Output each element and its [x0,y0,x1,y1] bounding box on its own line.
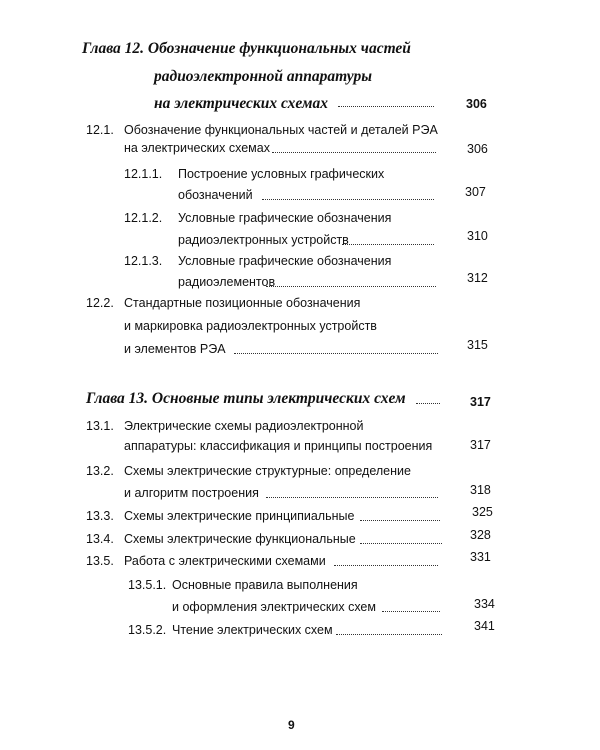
entry-12-1-3-line-1: Условные графические обозначения [178,254,392,268]
entry-12-2-page: 315 [467,338,488,352]
entry-13-1-line-2: аппаратуры: классификация и принципы построения [124,439,433,453]
entry-13-4-line-1: Схемы электрические функциональные [124,532,356,546]
entry-13-5-1-page: 334 [474,597,495,611]
entry-13-5-number: 13.5. [86,554,114,568]
entry-12-2-line-3: и элементов РЭА [124,342,226,356]
entry-12-1-3-page: 312 [467,271,488,285]
dot-leader [334,565,438,566]
entry-13-5-2-page: 341 [474,619,495,633]
entry-12-2-line-2: и маркировка радиоэлектронных устройств [124,319,377,333]
dot-leader [262,199,434,200]
entry-13-5-1-line-1: Основные правила выполнения [172,578,358,592]
dot-leader [382,611,440,612]
dot-leader [272,152,436,153]
dot-leader [266,497,438,498]
entry-13-4-number: 13.4. [86,532,114,546]
entry-13-1-line-1: Электрические схемы радиоэлектронной [124,419,364,433]
entry-13-5-2-number: 13.5.2. [128,623,167,637]
entry-12-1-2-line-2: радиоэлектронных устройств [178,233,349,247]
dot-leader [360,543,442,544]
entry-13-2-line-2: и алгоритм построения [124,486,259,500]
dot-leader [234,353,438,354]
entry-12-1-1-line-1: Построение условных графических [178,167,385,181]
entry-13-2-number: 13.2. [86,464,114,478]
entry-13-5-page: 331 [470,550,491,564]
entry-13-5-2-line-1: Чтение электрических схем [172,623,333,637]
entry-12-1-1-page: 307 [465,185,486,199]
dot-leader [342,244,434,245]
entry-13-1-page: 317 [470,438,491,452]
entry-13-3-number: 13.3. [86,509,114,523]
entry-12-1-line-2: на электрических схемах [124,141,270,155]
page-number: 9 [288,718,295,732]
dot-leader [336,634,442,635]
entry-12-1-2-number: 12.1.2. [124,211,163,225]
entry-12-2-number: 12.2. [86,296,114,310]
entry-12-1-3-number: 12.1.3. [124,254,163,268]
dot-leader [360,520,440,521]
chapter-12-title-line-2: радиоэлектронной аппаратуры [154,68,372,85]
entry-12-1-page: 306 [467,142,488,156]
entry-12-1-2-line-1: Условные графические обозначения [178,211,392,225]
entry-13-1-number: 13.1. [86,419,114,433]
entry-13-5-line-1: Работа с электрическими схемами [124,554,326,568]
chapter-13-title: Глава 13. Основные типы электрических схем [86,390,406,407]
chapter-13-page: 317 [470,395,491,409]
entry-12-1-line-1: Обозначение функциональных частей и деталей РЭА [124,123,438,137]
entry-12-1-2-page: 310 [467,229,488,243]
chapter-12-title-line-1: Глава 12. Обозначение функциональных частей [82,40,411,57]
entry-12-2-line-1: Стандартные позиционные обозначения [124,296,361,310]
entry-13-5-1-line-2: и оформления электрических схем [172,600,376,614]
dot-leader [338,106,434,107]
entry-12-1-1-number: 12.1.1. [124,167,163,181]
entry-13-5-1-number: 13.5.1. [128,578,167,592]
chapter-12-title-line-3: на электрических схемах [154,95,329,112]
chapter-12-page: 306 [466,97,487,111]
dot-leader [266,286,436,287]
entry-12-1-number: 12.1. [86,123,114,137]
entry-13-2-line-1: Схемы электрические структурные: определение [124,464,411,478]
entry-12-1-1-line-2: обозначений [178,188,253,202]
entry-13-3-line-1: Схемы электрические принципиальные [124,509,355,523]
entry-13-4-page: 328 [470,528,491,542]
entry-13-3-page: 325 [472,505,493,519]
entry-13-2-page: 318 [470,483,491,497]
dot-leader [416,403,440,404]
entry-12-1-3-line-2: радиоэлементов [178,275,276,289]
